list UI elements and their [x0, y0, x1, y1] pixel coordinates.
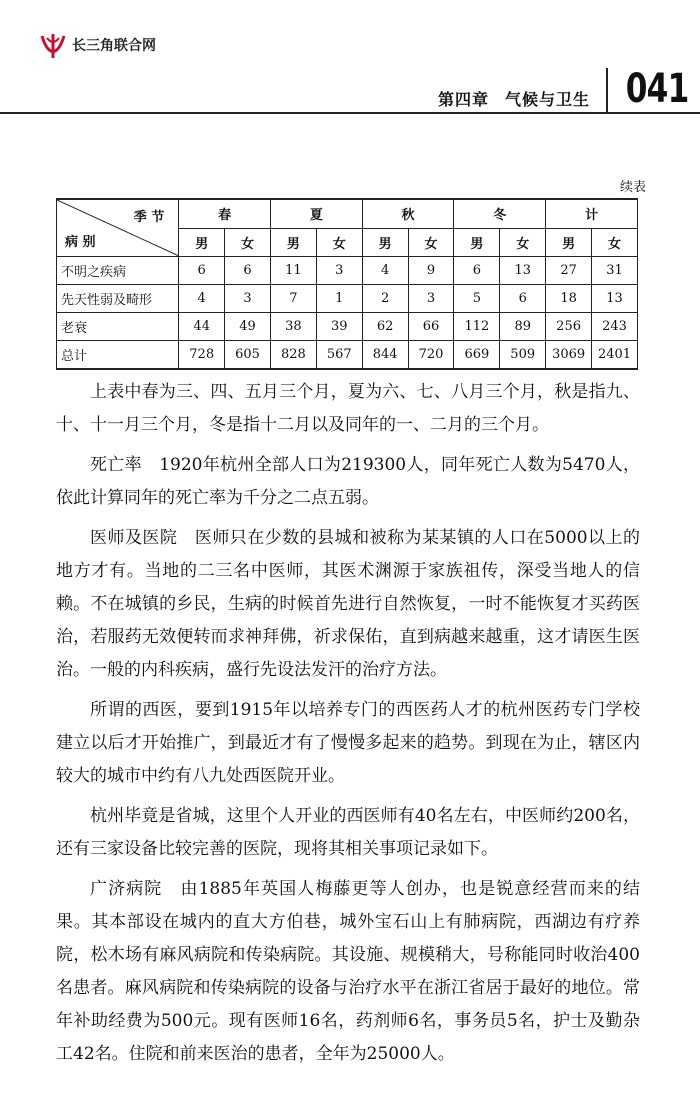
table-cell: 844: [362, 341, 408, 370]
table-cell: 509: [500, 341, 546, 370]
page-number: 041: [625, 66, 688, 112]
male-header: 男: [362, 228, 408, 257]
table-cell: 13: [500, 257, 546, 285]
row-label: 老衰: [57, 313, 179, 341]
table-cell: 89: [500, 313, 546, 341]
table-header-row: [57, 199, 638, 228]
table-cell: 6: [225, 257, 271, 285]
table-cell: 6: [454, 257, 500, 285]
season-header: 春: [179, 199, 271, 228]
table-cell: 243: [592, 313, 638, 341]
table-row: [57, 257, 638, 285]
table-row-total: [57, 341, 638, 370]
logo-emblem-icon: [38, 30, 68, 60]
paragraph: 杭州毕竟是省城，这里个人开业的西医师有40名左右，中医师约200名，还有三家设备比较完善的医院，现将其相关事项记录如下。: [56, 806, 640, 859]
table-cell: 13: [592, 285, 638, 313]
table-cell: 728: [179, 341, 225, 370]
mortality-table: [56, 198, 638, 370]
row-label: 不明之疾病: [57, 257, 179, 285]
table-cell: 828: [270, 341, 316, 370]
table-cell: 567: [316, 341, 362, 370]
table-cell: 720: [408, 341, 454, 370]
table-cell: 3069: [546, 341, 592, 370]
chapter-title: 气候与卫生: [504, 90, 590, 109]
table-cell: 39: [316, 313, 362, 341]
site-logo: [38, 30, 156, 60]
paragraph: 广济病院 由1885年英国人梅藤更等人创办，也是锐意经营而来的结果。其本部设在城内的直大方伯巷，城外宝石山上有肺病院，西湖边有疗养院，松木场有麻风病院和传染病院。其设施、规模稍大，号称能同时收治400名患者。麻风病院和传染病院的设备与治疗水平在浙江省居于最好的地位。常年补助经费为500元。现有医师16名，药剂师6名，事务员5名，护士及勤杂工42名。住院和前来医治的患者，全年为25000人。: [56, 879, 640, 1064]
female-header: 女: [316, 228, 362, 257]
table-cell: 2: [362, 285, 408, 313]
male-header: 男: [179, 228, 225, 257]
table-cell: 669: [454, 341, 500, 370]
running-head: [438, 87, 590, 110]
body-text: [56, 376, 640, 1078]
row-label: 总计: [57, 341, 179, 370]
table-cell: 2401: [592, 341, 638, 370]
table-row: [57, 313, 638, 341]
table-cell: 4: [362, 257, 408, 285]
table-continued-label: 续表: [619, 180, 646, 195]
table-cell: 605: [225, 341, 271, 370]
season-header: 秋: [362, 199, 454, 228]
table-cell: 44: [179, 313, 225, 341]
table-row: [57, 285, 638, 313]
table-cell: 1: [316, 285, 362, 313]
table-cell: 9: [408, 257, 454, 285]
table-cell: 31: [592, 257, 638, 285]
table-cell: 66: [408, 313, 454, 341]
table-corner-cell: [57, 199, 179, 257]
site-name: 长三角联合网: [72, 38, 156, 54]
table-cell: 5: [454, 285, 500, 313]
paragraph: 上表中春为三、四、五月三个月，夏为六、七、八月三个月，秋是指九、十、十一月三个月，冬是指十二月以及同年的一、二月的三个月。: [56, 382, 640, 435]
table-cell: 3: [225, 285, 271, 313]
corner-season-label: 季 节: [133, 210, 165, 225]
table-cell: 38: [270, 313, 316, 341]
paragraph: 医师及医院 医师只在少数的县城和被称为某某镇的人口在5000以上的地方才有。当地的二三名中医师，其医术渊源于家族祖传，深受当地人的信赖。不在城镇的乡民，生病的时候首先进行自然恢复，一时不能恢复才买药医治，若服药无效便转而求神拜佛，祈求保佑，直到病越来越重，这才请医生医治。一般的内科疾病，盛行先设法发汗的治疗方法。: [56, 528, 640, 680]
season-header: 冬: [454, 199, 546, 228]
male-header: 男: [270, 228, 316, 257]
table-cell: 49: [225, 313, 271, 341]
table-cell: 6: [179, 257, 225, 285]
table-cell: 4: [179, 285, 225, 313]
female-header: 女: [500, 228, 546, 257]
table-cell: 18: [546, 285, 592, 313]
table-cell: 3: [408, 285, 454, 313]
table-cell: 112: [454, 313, 500, 341]
corner-disease-label: 病 别: [65, 235, 96, 250]
row-label: 先天性弱及畸形: [57, 285, 179, 313]
table-cell: 6: [500, 285, 546, 313]
male-header: 男: [454, 228, 500, 257]
chapter-label: 第四章: [437, 90, 489, 109]
table-cell: 256: [546, 313, 592, 341]
table-cell: 62: [362, 313, 408, 341]
paragraph: 所谓的西医，要到1915年以培养专门的西医药人才的杭州医药专门学校建立以后才开始推广，到最近才有了慢慢多起来的趋势。到现在为止，辖区内较大的城市中约有八九处西医院开业。: [56, 700, 640, 786]
total-header: 计: [546, 199, 638, 228]
male-header: 男: [546, 228, 592, 257]
female-header: 女: [408, 228, 454, 257]
table-cell: 27: [546, 257, 592, 285]
table-cell: 11: [270, 257, 316, 285]
female-header: 女: [225, 228, 271, 257]
paragraph: 死亡率 1920年杭州全部人口为219300人，同年死亡人数为5470人，依此计算同年的死亡率为千分之二点五弱。: [56, 455, 640, 508]
female-header: 女: [592, 228, 638, 257]
table-cell: 3: [316, 257, 362, 285]
season-header: 夏: [270, 199, 362, 228]
header-rule: [0, 112, 700, 114]
table-cell: 7: [270, 285, 316, 313]
